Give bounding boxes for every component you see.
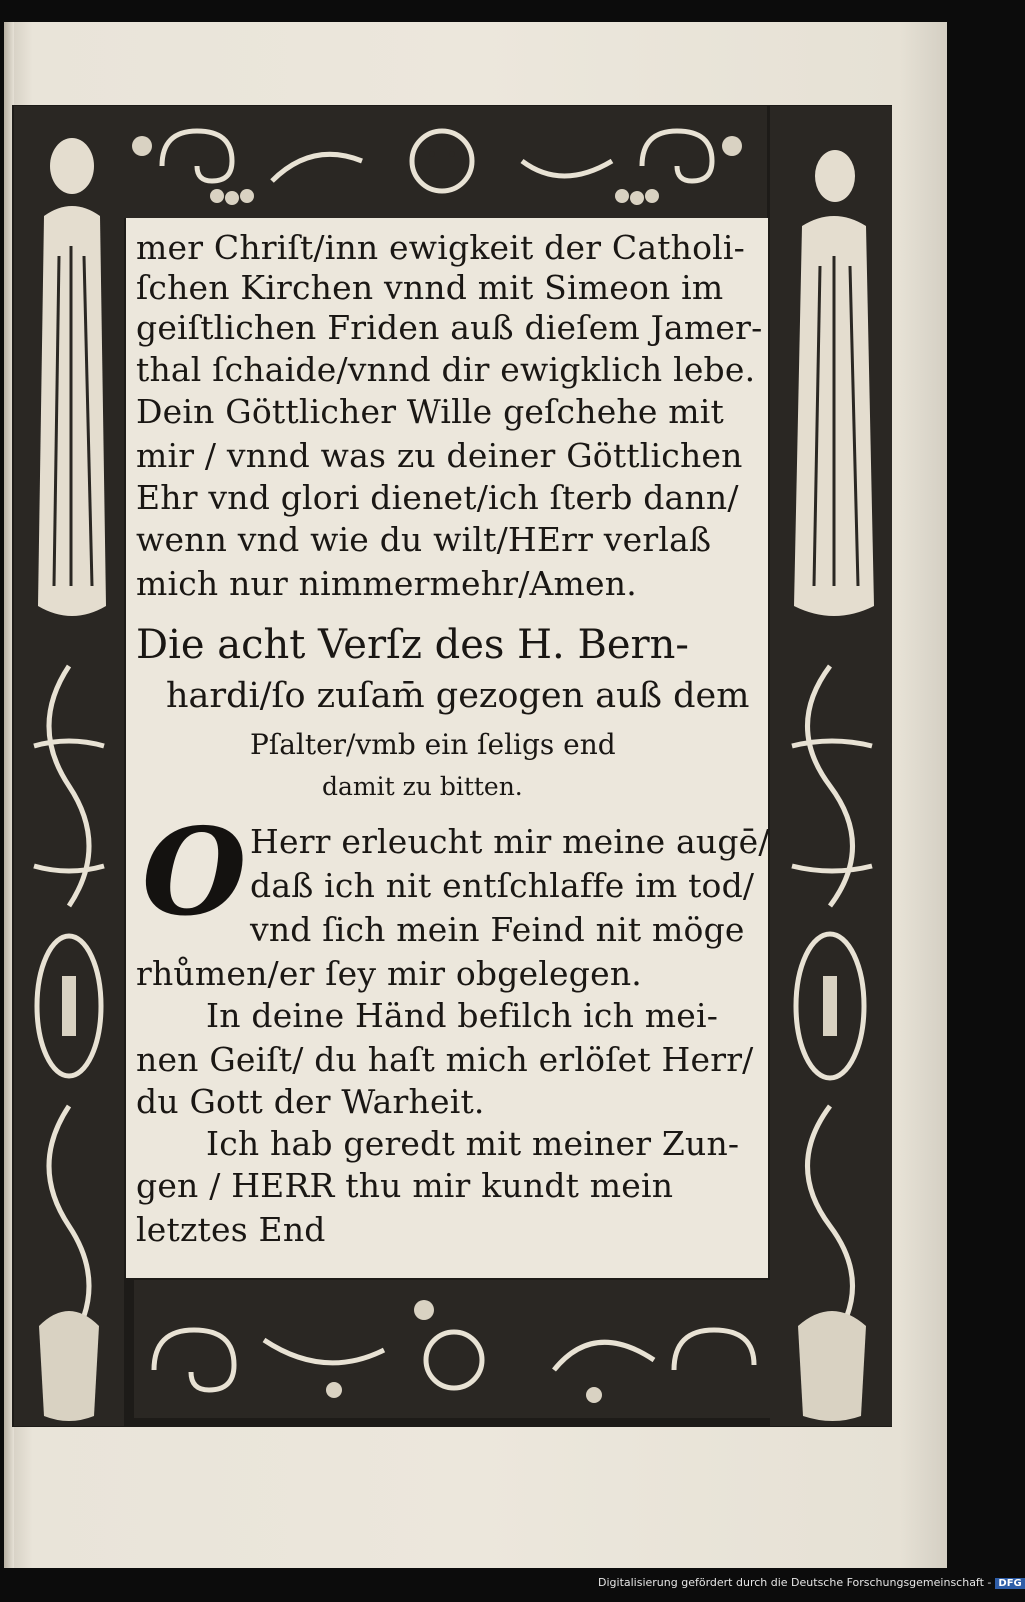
prayer-line: gen / HERR thu mir kundt mein bbox=[136, 1166, 674, 1205]
section-heading-line: Die acht Verſz des H. Bern- bbox=[136, 622, 689, 668]
decorated-initial: O bbox=[142, 802, 247, 943]
prayer-line: daß ich nit entſchlaffe im tod/ bbox=[250, 866, 755, 905]
prayer-line: Herr erleucht mir meine augē/ bbox=[250, 822, 770, 861]
body-line: Ehr vnd glori dienet/ich ſterb dann/ bbox=[136, 478, 739, 517]
text-panel bbox=[126, 218, 768, 1278]
body-line: Dein Göttlicher Wille geſchehe mit bbox=[136, 392, 725, 431]
prayer-line: rhůmen/er ſey mir obgelegen. bbox=[136, 954, 642, 993]
credit-text: Digitalisierung gefördert durch die Deutsche Forschungsgemeinschaft - bbox=[598, 1576, 992, 1589]
prayer-line: Ich hab geredt mit meiner Zun- bbox=[206, 1124, 740, 1163]
body-line: wenn vnd wie du wilt/HErr verlaß bbox=[136, 520, 712, 559]
prayer-line: du Gott der Warheit. bbox=[136, 1082, 485, 1121]
dfg-logo: DFG bbox=[995, 1578, 1024, 1589]
prayer-line: nen Geiſt/ du haſt mich erlöſet Herr/ bbox=[136, 1040, 754, 1079]
body-line: mich nur nimmermehr/Amen. bbox=[136, 564, 637, 603]
section-heading-line: hardi/ſo zuſam̄ gezogen auß dem bbox=[166, 676, 750, 716]
body-line: thal ſchaide/vnnd dir ewigklich lebe. bbox=[136, 350, 756, 389]
left-ornament-column bbox=[14, 106, 124, 1426]
prayer-line: letztes End bbox=[136, 1210, 326, 1249]
right-ornament-column bbox=[770, 106, 892, 1426]
section-heading-line: Pſalter/vmb ein ſeligs end bbox=[250, 728, 616, 761]
body-line: ſchen Kirchen vnnd mit Simeon im bbox=[136, 268, 724, 307]
section-heading-line: damit zu bitten. bbox=[322, 772, 523, 801]
top-ornament bbox=[122, 106, 767, 218]
prayer-line: In deine Händ befilch ich mei- bbox=[206, 996, 719, 1035]
bottom-ornament bbox=[134, 1280, 778, 1418]
digitization-credit bbox=[598, 1576, 1025, 1594]
body-line: mir / vnnd was zu deiner Göttlichen bbox=[136, 436, 743, 475]
prayer-line: vnd ſich mein Feind nit möge bbox=[250, 910, 745, 949]
body-line: geiſtlichen Friden auß dieſem Jamer- bbox=[136, 308, 763, 347]
body-line: mer Chriſt/inn ewigkeit der Catholi- bbox=[136, 228, 746, 267]
